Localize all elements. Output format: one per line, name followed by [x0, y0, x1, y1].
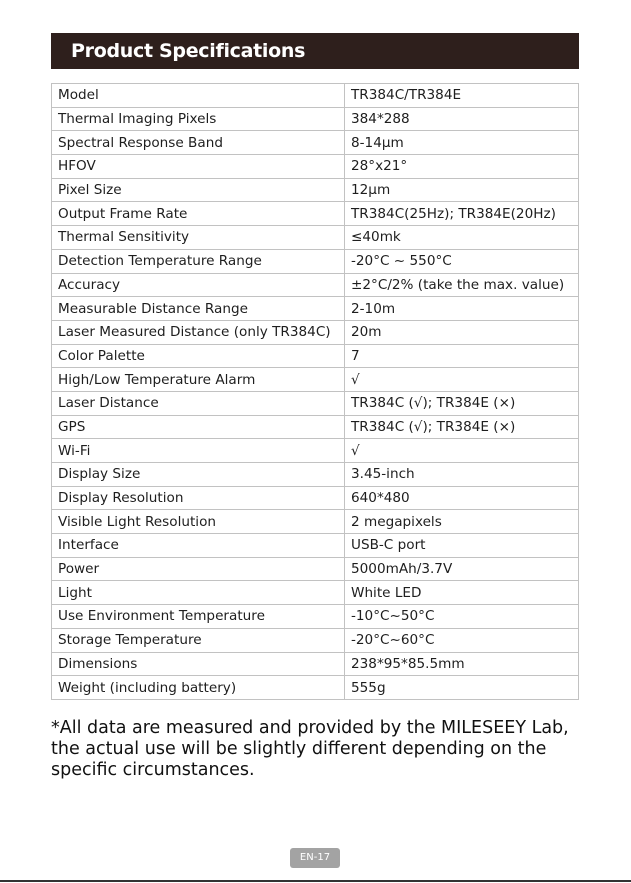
table-row — [52, 652, 579, 676]
spec-value: √ — [345, 368, 579, 392]
table-row — [52, 463, 579, 487]
spec-value: 238*95*85.5mm — [345, 652, 579, 676]
spec-label: Laser Measured Distance (only TR384C) — [52, 320, 345, 344]
spec-value: 8-14μm — [345, 131, 579, 155]
spec-value: 640*480 — [345, 486, 579, 510]
spec-value: 7 — [345, 344, 579, 368]
spec-value: TR384C (√); TR384E (×) — [345, 415, 579, 439]
spec-label: Model — [52, 84, 345, 108]
spec-label: Thermal Imaging Pixels — [52, 107, 345, 131]
table-row — [52, 249, 579, 273]
table-row — [52, 178, 579, 202]
spec-value: TR384C (√); TR384E (×) — [345, 391, 579, 415]
table-row — [52, 628, 579, 652]
table-row — [52, 273, 579, 297]
spec-label: Power — [52, 557, 345, 581]
spec-value: 384*288 — [345, 107, 579, 131]
spec-label: Detection Temperature Range — [52, 249, 345, 273]
table-row — [52, 320, 579, 344]
spec-label: Measurable Distance Range — [52, 297, 345, 321]
spec-label: Display Size — [52, 463, 345, 487]
spec-value: -20°C ~ 550°C — [345, 249, 579, 273]
table-row — [52, 439, 579, 463]
table-row — [52, 581, 579, 605]
table-row — [52, 344, 579, 368]
spec-value: 2 megapixels — [345, 510, 579, 534]
table-row — [52, 534, 579, 558]
spec-label: Laser Distance — [52, 391, 345, 415]
spec-value: White LED — [345, 581, 579, 605]
spec-value: 20m — [345, 320, 579, 344]
spec-label: Output Frame Rate — [52, 202, 345, 226]
spec-value: 3.45-inch — [345, 463, 579, 487]
table-row — [52, 202, 579, 226]
spec-value: √ — [345, 439, 579, 463]
page-number-badge: EN-17 — [290, 848, 340, 868]
spec-label: Pixel Size — [52, 178, 345, 202]
spec-value: 12μm — [345, 178, 579, 202]
table-row — [52, 415, 579, 439]
table-row — [52, 368, 579, 392]
spec-value: TR384C(25Hz); TR384E(20Hz) — [345, 202, 579, 226]
spec-label: Spectral Response Band — [52, 131, 345, 155]
spec-label: Storage Temperature — [52, 628, 345, 652]
spec-label: Wi-Fi — [52, 439, 345, 463]
table-row — [52, 510, 579, 534]
table-row — [52, 107, 579, 131]
spec-label: Display Resolution — [52, 486, 345, 510]
table-row — [52, 557, 579, 581]
spec-value: -10°C~50°C — [345, 605, 579, 629]
spec-value: 28°x21° — [345, 155, 579, 179]
table-row — [52, 155, 579, 179]
spec-value: 555g — [345, 676, 579, 700]
table-row — [52, 297, 579, 321]
spec-value: 5000mAh/3.7V — [345, 557, 579, 581]
table-row — [52, 605, 579, 629]
spec-label: Light — [52, 581, 345, 605]
spec-label: HFOV — [52, 155, 345, 179]
spec-label: Use Environment Temperature — [52, 605, 345, 629]
section-title: Product Specifications — [71, 40, 306, 62]
table-row — [52, 391, 579, 415]
table-row — [52, 486, 579, 510]
spec-label: Interface — [52, 534, 345, 558]
spec-label: High/Low Temperature Alarm — [52, 368, 345, 392]
table-row — [52, 84, 579, 108]
table-row — [52, 131, 579, 155]
bottom-divider — [0, 880, 631, 882]
spec-value: ≤40mk — [345, 226, 579, 250]
disclaimer-note: *All data are measured and provided by the MILESEEY Lab, the actual use will be slightly different depending on the specific circumstances. — [51, 718, 569, 780]
specifications-table — [51, 83, 579, 700]
spec-value: USB-C port — [345, 534, 579, 558]
section-header — [51, 33, 579, 69]
spec-label: Thermal Sensitivity — [52, 226, 345, 250]
spec-value: -20°C~60°C — [345, 628, 579, 652]
table-row — [52, 226, 579, 250]
spec-value: TR384C/TR384E — [345, 84, 579, 108]
table-row — [52, 676, 579, 700]
spec-label: Accuracy — [52, 273, 345, 297]
spec-label: Dimensions — [52, 652, 345, 676]
spec-value: 2-10m — [345, 297, 579, 321]
spec-label: Weight (including battery) — [52, 676, 345, 700]
spec-value: ±2°C/2% (take the max. value) — [345, 273, 579, 297]
spec-label: Visible Light Resolution — [52, 510, 345, 534]
spec-label: GPS — [52, 415, 345, 439]
spec-label: Color Palette — [52, 344, 345, 368]
